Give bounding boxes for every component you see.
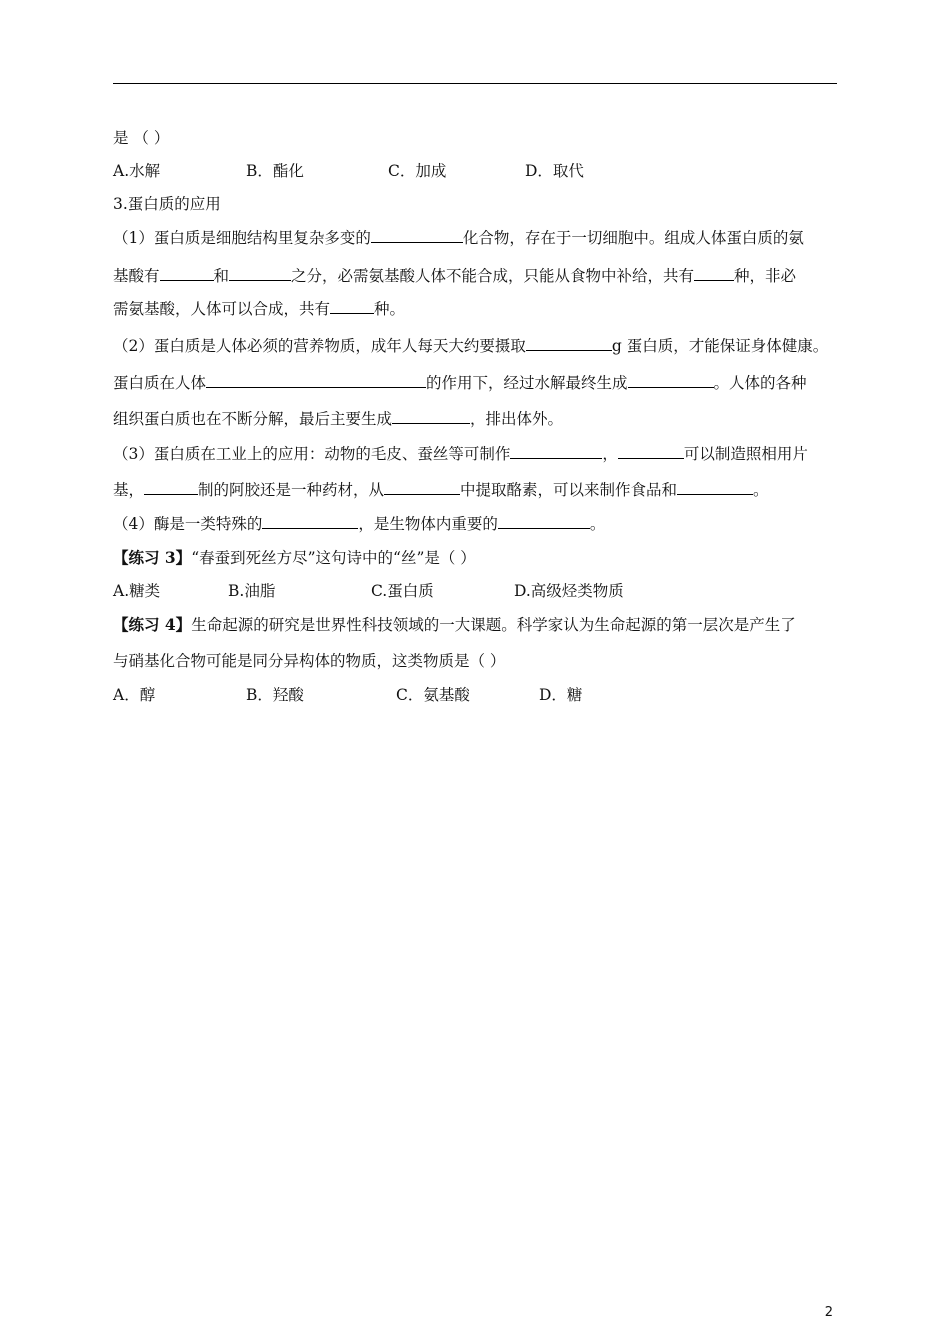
paragraph-4: （4）酶是一类特殊的 ，是生物体内重要的 。	[113, 515, 606, 533]
header-rule	[113, 83, 837, 84]
paragraph-1-line-3: 需氨基酸，人体可以合成，共有 种。	[113, 300, 406, 318]
exercise-4-stem-line-1: 【练习 4】生命起源的研究是世界性科技领域的一大课题。科学家认为生命起源的第一层次是产生了	[113, 615, 796, 634]
fill-blank[interactable]	[694, 266, 734, 281]
fill-blank[interactable]	[330, 299, 374, 314]
option-d: D．糖	[539, 686, 583, 704]
paragraph-2-line-3: 组织蛋白质也在不断分解，最后主要生成 ，排出体外。	[113, 410, 564, 428]
page-number: 2	[824, 1305, 833, 1320]
option-b: B.油脂	[228, 582, 276, 600]
fill-blank[interactable]	[206, 373, 426, 388]
option-c: C．加成	[388, 162, 447, 180]
paragraph-3-line-1: （3）蛋白质在工业上的应用：动物的毛皮、蚕丝等可制作 ， 可以制造照相用片	[113, 445, 808, 463]
fill-blank[interactable]	[526, 336, 612, 351]
paragraph-1-line-1: （1）蛋白质是细胞结构里复杂多变的 化合物，存在于一切细胞中。组成人体蛋白质的氨	[113, 229, 804, 247]
exercise-3-options	[113, 581, 624, 601]
exercise-3-label: 【练习 3】	[113, 548, 192, 567]
fill-blank[interactable]	[628, 373, 714, 388]
option-a: A．醇	[113, 686, 156, 704]
fill-blank[interactable]	[229, 266, 291, 281]
exercise-4-stem-line-2: 与硝基化合物可能是同分异构体的物质，这类物质是（ ）	[113, 652, 506, 670]
fill-blank[interactable]	[160, 266, 214, 281]
question-options	[113, 161, 584, 181]
fill-blank[interactable]	[677, 480, 753, 495]
option-a: A.糖类	[113, 582, 161, 600]
fill-blank[interactable]	[618, 444, 684, 459]
section-title: 3.蛋白质的应用	[113, 195, 221, 213]
fill-blank[interactable]	[262, 514, 358, 529]
option-a: A.水解	[113, 162, 161, 180]
question-stem: 是 （ ）	[113, 129, 170, 147]
paragraph-2-line-2: 蛋白质在人体 的作用下，经过水解最终生成 。人体的各种	[113, 374, 807, 392]
option-b: B．羟酸	[246, 686, 304, 704]
fill-blank[interactable]	[384, 480, 460, 495]
fill-blank[interactable]	[392, 409, 470, 424]
option-c: C.蛋白质	[371, 582, 434, 600]
exercise-4-options	[113, 685, 582, 705]
paragraph-3-line-2: 基， 制的阿胶还是一种药材，从 中提取酪素，可以来制作食品和 。	[113, 481, 769, 499]
paragraph-1-line-2: 基酸有 和 之分，必需氨基酸人体不能合成，只能从食物中补给，共有 种，非必	[113, 267, 797, 285]
exercise-4-label: 【练习 4】	[113, 615, 192, 634]
option-d: D.高级烃类物质	[514, 582, 624, 600]
fill-blank[interactable]	[371, 228, 463, 243]
fill-blank[interactable]	[510, 444, 602, 459]
fill-blank[interactable]	[144, 480, 198, 495]
exercise-3-stem: 【练习 3】“春蚕到死丝方尽”这句诗中的“丝”是（ ）	[113, 548, 476, 567]
option-b: B．酯化	[246, 162, 304, 180]
option-d: D．取代	[525, 162, 584, 180]
option-c: C．氨基酸	[396, 686, 470, 704]
paragraph-2-line-1: （2）蛋白质是人体必须的营养物质，成年人每天大约要摄取 g 蛋白质，才能保证身体健康。	[113, 337, 829, 355]
fill-blank[interactable]	[498, 514, 590, 529]
